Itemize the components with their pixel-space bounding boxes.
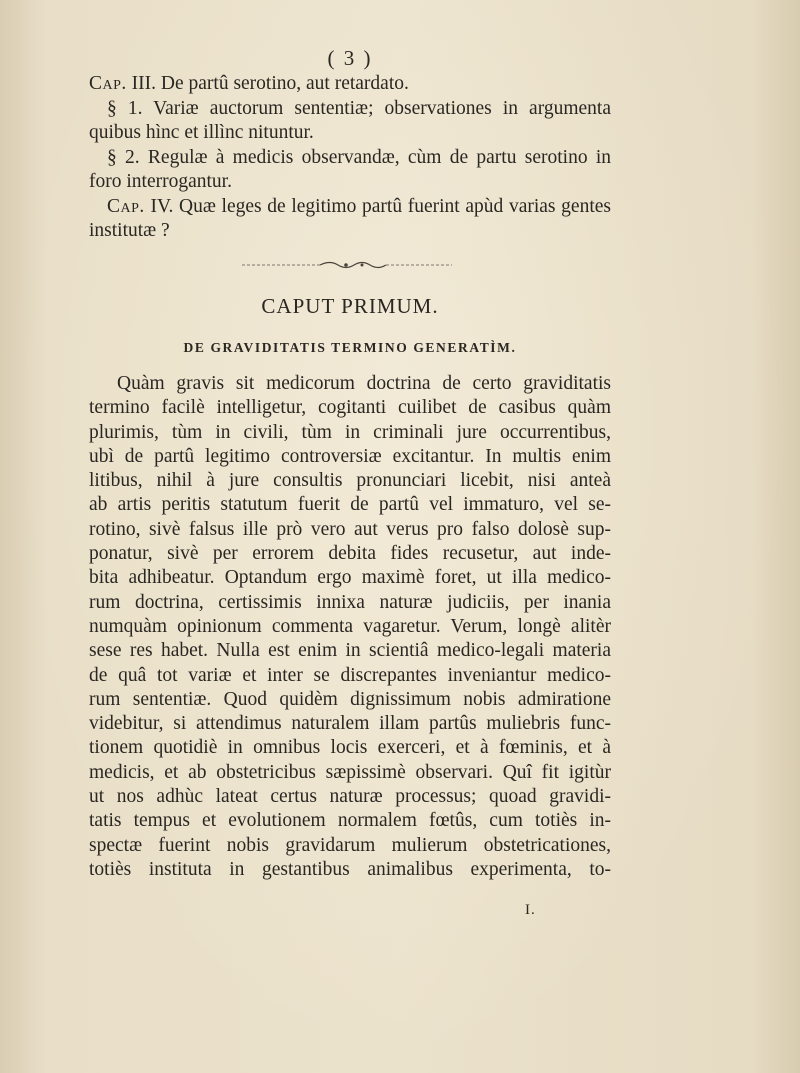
text-line: de quâ tot variæ et inter se discrepantes inveniantur medico- (89, 664, 611, 686)
page-number: ( 3 ) (327, 46, 373, 70)
toc-entry: Cap. IV. Quæ leges de legitimo partû fuerint apùd varias gentes institutæ ? (89, 195, 611, 241)
table-of-contents (89, 72, 611, 244)
text-line: rum doctrina, certissimis innixa naturæ judiciis, per inania (89, 591, 611, 613)
text-line: numquàm opinionum commenta vagaretur. Verum, longè alitèr (89, 615, 611, 637)
text-line: termino facilè intelligetur, cogitanti cuilibet de casibus quàm (89, 397, 611, 419)
text-line: ponatur, sivè per errorem debita fides recusetur, aut inde- (89, 543, 611, 565)
text-line: videbitur, si attendimus naturalem illam partûs muliebris func- (89, 713, 611, 735)
text-line: totiès instituta in gestantibus animalibus experimenta, to- (89, 858, 611, 880)
text-line: Quàm gravis sit medicorum doctrina de certo graviditatis (117, 373, 611, 394)
chapter-subtitle: DE GRAVIDITATIS TERMINO GENERATÌM. (183, 340, 517, 355)
toc-entry: § 1. Variæ auctorum sententiæ; observationes in argumenta quibus hìnc et illìnc nituntur. (89, 97, 611, 143)
text-line: tionem quotidiè in omnibus locis exerceri, et à fœminis, et à (89, 737, 611, 759)
toc-entry: Cap. III. De partû serotino, aut retardato. (89, 73, 409, 94)
body-paragraph (89, 372, 611, 882)
ornamental-divider (240, 258, 455, 272)
text-line: medicis, et ab obstetricibus sæpissimè observari. Quî fit igitùr (89, 761, 611, 783)
chapter-title: CAPUT PRIMUM. (261, 294, 439, 318)
text-line: bita adhibeatur. Optandum ergo maximè foret, ut illa medico- (89, 567, 611, 589)
text-line: litibus, nihil à jure consultis pronunciari licebit, nisi anteà (89, 470, 611, 492)
text-line: ubì de partû legitimo controversiæ excitantur. In multis enim (89, 445, 611, 467)
text-line: ab artis peritis statutum fuerit de partû vel immaturo, vel se- (89, 494, 611, 516)
toc-entry: § 2. Regulæ à medicis observandæ, cùm de partu serotino in foro interrogantur. (89, 146, 611, 192)
text-line: plurimis, tùm in civili, tùm in criminali jure occurrentibus, (89, 421, 611, 443)
text-line: spectæ fuerint nobis gravidarum mulierum obstetricationes, (89, 834, 611, 856)
text-line: sese res habet. Nulla est enim in scientiâ medico-legali materia (89, 640, 611, 662)
text-line: ut nos adhùc lateat certus naturæ processus; quoad gravidi- (89, 786, 611, 808)
text-line: rum sententiæ. Quod quidèm dignissimum nobis admiratione (89, 688, 611, 710)
text-line: tatis tempus et evolutionem normalem fœtûs, cum totiès in- (89, 810, 611, 832)
text-line: rotino, sivè falsus ille prò vero aut verus pro falso dolosè sup- (89, 518, 611, 540)
signature-mark: I. (525, 902, 536, 918)
